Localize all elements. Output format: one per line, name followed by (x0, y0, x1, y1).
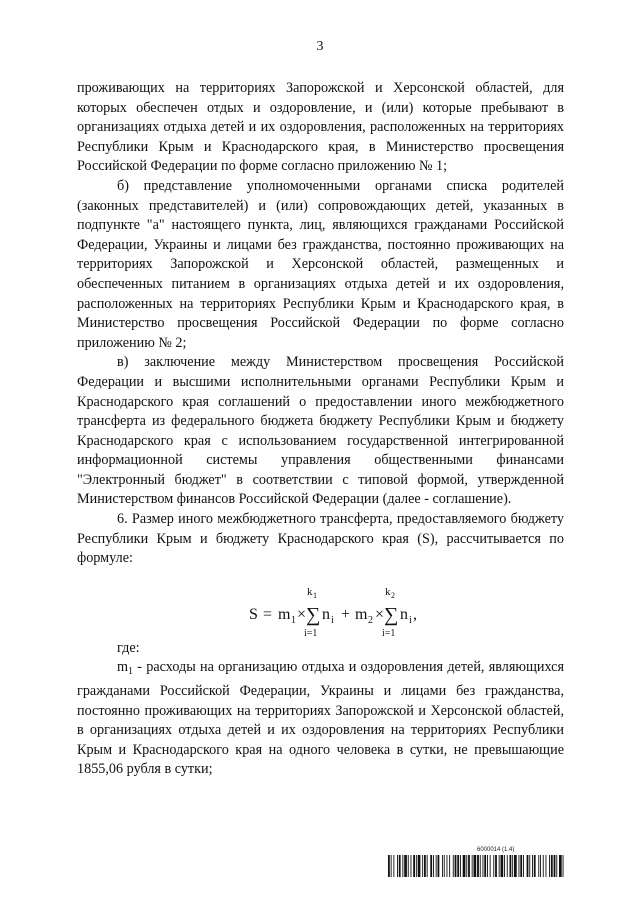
barcode-bar (422, 855, 423, 877)
formula (77, 575, 564, 639)
definition-m1-symbol: m (117, 659, 129, 676)
barcode-bar (519, 855, 520, 877)
barcode-bar (388, 855, 390, 877)
barcode-bar (510, 855, 512, 877)
barcode-bar (447, 855, 448, 877)
formula-times-1: × (297, 605, 307, 623)
barcode-bar (411, 855, 412, 877)
barcode-bar (559, 855, 562, 877)
barcode-bar (484, 855, 486, 877)
barcode-bar (549, 855, 550, 877)
formula-m2-sub: 2 (368, 614, 373, 626)
barcode-bar (554, 855, 556, 877)
barcode-bar (416, 855, 417, 877)
formula-k1: k (307, 585, 313, 598)
barcode-bar (408, 855, 409, 877)
paragraph-item-v: в) заключение между Министерством просвещения Российской Федерации и высшими исполнительными органами Республики Крым и Краснодарского края соглашений о предоставлении иного межбюджетного трансферта из федерального бюджета бюджету Республики Крым и бюджету Краснодарского края с использованием государственной интегрированной информационной системы управления общественными финансами "Электронный бюджет" в соответствии с типовой формой, утвержденной Министерством финансов Российской Федерации (далее - соглашение). (77, 354, 564, 508)
barcode-bar (442, 855, 443, 877)
formula-tail: , (413, 605, 417, 623)
barcode-bar (466, 855, 467, 877)
formula-i-from-2: i=1 (382, 627, 396, 639)
barcode-bar (444, 855, 445, 877)
formula-block (77, 575, 564, 639)
barcode-bar (472, 855, 473, 877)
barcode-bar (438, 855, 440, 877)
barcode-bar (480, 855, 481, 877)
formula-k1-sub: 1 (313, 590, 317, 600)
barcode-bar (507, 855, 508, 877)
formula-equals: = (263, 605, 273, 623)
formula-i-from-1: i=1 (304, 627, 318, 639)
formula-m1: m (278, 605, 291, 623)
barcode-bar (556, 855, 557, 877)
definition-m1-text: - расходы на организацию отдыха и оздоровления детей, являющихся гражданами Российской Федерации, Украины и лицами без гражданства, постоянно проживающих на территориях Запорожской и Херсонской областей, в организациях отдыха детей и их оздоровления на территориях Республики Крым и Краснодарского края на одного человека в сутки, не превышающие 1855,06 рубля в сутки; (77, 659, 564, 778)
barcode-bar (543, 855, 544, 877)
barcode-bar (495, 855, 497, 877)
formula-n-2: n (400, 605, 408, 623)
barcode-bar (520, 855, 522, 877)
barcode-bar (460, 855, 461, 877)
formula-m2: m (355, 605, 368, 623)
formula-sum-1: ∑ (306, 603, 321, 626)
barcode-bar (499, 855, 500, 877)
barcode-bar (424, 855, 426, 877)
barcode-bar (402, 855, 403, 877)
barcode-bar (463, 855, 466, 877)
barcode-bar (468, 855, 470, 877)
barcode-bar (501, 855, 504, 877)
barcode-bar (512, 855, 513, 877)
formula-k2: k (385, 585, 391, 598)
barcode-bar (504, 855, 505, 877)
barcode-bar (436, 855, 437, 877)
formula-lhs: S (249, 605, 258, 623)
paragraph-item-6: 6. Размер иного межбюджетного трансферта, предоставляемого бюджету Республики Крым и бюджету Краснодарского края (S), рассчитывается по формуле: (77, 511, 564, 567)
barcode-bar (551, 855, 553, 877)
barcode-bar (404, 855, 407, 877)
formula-n-sub-2: i (409, 614, 412, 626)
barcode-bar (399, 855, 401, 877)
barcode-bar (490, 855, 491, 877)
barcode-bar (529, 855, 530, 877)
where-label: где: (117, 639, 140, 656)
formula-n-1: n (322, 605, 330, 623)
formula-m1-sub: 1 (291, 614, 296, 626)
barcode-bar (413, 855, 415, 877)
barcode-bar (393, 855, 394, 877)
barcode-bar (397, 855, 398, 877)
formula-plus: + (341, 605, 351, 623)
formula-k2-sub: 2 (391, 590, 395, 600)
formula-n-sub-1: i (331, 614, 334, 626)
barcode-bar (527, 855, 529, 877)
document-body (77, 79, 564, 780)
barcode-bar (493, 855, 494, 877)
barcode-bar (538, 855, 539, 877)
barcode-bar (563, 855, 564, 877)
page-number: 3 (316, 39, 324, 54)
document-code: 6000014 (1.4) (477, 847, 515, 853)
barcode-bar (540, 855, 541, 877)
barcode-bar (453, 855, 454, 877)
barcode-bar (487, 855, 488, 877)
barcode-bar (457, 855, 459, 877)
barcode-bar (427, 855, 428, 877)
formula-sum-2: ∑ (384, 603, 399, 626)
definition-m1-index: 1 (128, 666, 134, 678)
barcode-bar (477, 855, 479, 877)
paragraph-continuation: проживающих на территориях Запорожской и Херсонской областей, для которых обеспечен отдых и оздоровление, и (или) которые пребывают в организациях отдыха детей и их оздоровления, расположенных на территориях Республики Крым и Краснодарского края, в Министерство просвещения Российской Федерации по форме согласно приложению № 1; (77, 80, 564, 175)
barcode-bar (483, 855, 484, 877)
barcode-bar (433, 855, 434, 877)
barcode-bar (514, 855, 517, 877)
barcode-bar (532, 855, 533, 877)
paragraph-item-b: б) представление уполномоченными органами списка родителей (законных представителей) и (или) сопровождающих детей, указанных в подпункте "а" настоящего пункта, лиц, являющихся гражданами Российской Федерации, Украины и лицами без гражданства, постоянно проживающих на территориях Запорожской и Херсонской областей, размещенных и обеспеченных питанием в организациях отдыха детей и их оздоровления, расположенных на территориях Республики Крым и Краснодарского края, в Министерство просвещения Российской Федерации по форме согласно приложению № 2; (77, 177, 564, 351)
barcode-bar (455, 855, 457, 877)
definition-m1 (77, 658, 564, 780)
barcode-bar (534, 855, 536, 877)
barcode-icon (388, 855, 564, 877)
formula-times-2: × (375, 605, 385, 623)
barcode-bar (546, 855, 547, 877)
barcode-bar (391, 855, 392, 877)
barcode-bar (430, 855, 432, 877)
barcode-bar (474, 855, 477, 877)
barcode-bar (449, 855, 450, 877)
barcode-bar (523, 855, 524, 877)
barcode-bar (418, 855, 421, 877)
